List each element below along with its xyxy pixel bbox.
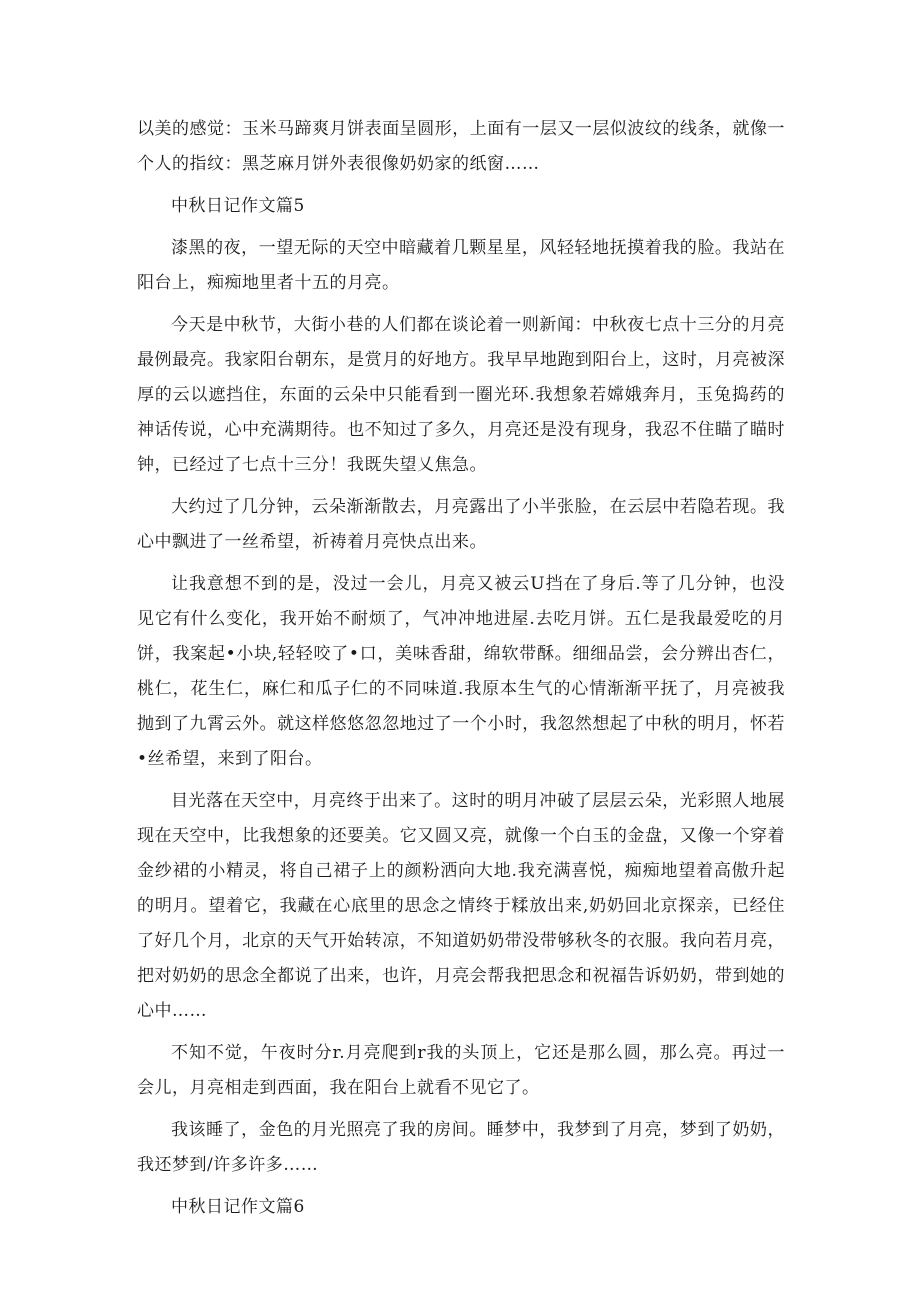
paragraph: 让我意想不到的是，没过一会儿，月亮又被云U挡在了身后.等了几分钟，也没见它有什么变化，我开始不耐烦了，气冲冲地进屋.去吃月饼。五仁是我最爱吃的月饼，我案起•小块,轻轻咬了•口，美味香甜，绵软带酥。细细品尝，会分辨出杏仁，桃仁，花生仁，麻仁和瓜子仁的不同味道.我原本生气的心情渐渐平抚了，月亮被我抛到了九霄云外。就这样悠悠忽忽地过了一个小时，我忽然想起了中秋的明月，怀若•丝希望，来到了阳台。 [137, 574, 785, 769]
paragraph: 目光落在天空中，月亮终于出来了。这时的明月冲破了层层云朵，光彩照人地展现在天空中，比我想象的还要美。它又圆又亮，就像一个白玉的金盘，又像一个穿着金纱裙的小精灵，将自己裙子上的颜粉洒向大地.我充满喜悦，痴痴地望着高傲升起的明月。望着它，我藏在心底里的思念之情终于糅放出来,奶奶回北京探亲，已经住了好几个月，北京的天气开始转凉，不知道奶奶带没带够秋冬的衣服。我向若月亮，把对奶奶的思念全都说了出来，也许，月亮会帮我把思念和祝福告诉奶奶，带到她的心中…… [137, 791, 785, 1021]
paragraph: 漆黑的夜，一望无际的天空中暗藏着几颗星星，风轻轻地抚摸着我的脸。我站在阳台上，痴痴地里者十五的月亮。 [137, 238, 785, 293]
paragraph: 我该睡了，金色的月光照亮了我的房间。睡梦中，我梦到了月亮，梦到了奶奶，我还梦到/许多许多…… [137, 1120, 785, 1175]
section-heading-5: 中秋日记作文篇5 [171, 196, 305, 216]
paragraph: 大约过了几分钟，云朵渐渐散去，月亮露出了小半张脸，在云层中若隐若现。我心中飘进了一丝希望，祈祷着月亮快点出来。 [137, 497, 785, 552]
document-body [137, 112, 785, 1232]
paragraph: 不知不觉，午夜时分r.月亮爬到r我的头顶上，它还是那么圆，那么亮。再过一会儿，月亮相走到西面，我在阳台上就看不见它了。 [137, 1043, 785, 1098]
section-heading-6: 中秋日记作文篇6 [171, 1197, 305, 1217]
paragraph-continued: 以美的感觉：玉米马蹄爽月饼表面呈圆形，上面有一层又一层似波纹的线条，就像一个人的指纹：黑芝麻月饼外表很像奶奶家的纸窗…… [137, 119, 785, 174]
paragraph: 今天是中秋节，大街小巷的人们都在谈论着一则新闻：中秋夜七点十三分的月亮最例最亮。我家阳台朝东，是赏月的好地方。我早早地跑到阳台上，这时，月亮被深厚的云以遮挡住，东面的云朵中只能看到一圈光环.我想象若嫦娥奔月，玉兔捣药的神话传说，心中充满期待。也不知过了多久，月亮还是没有现身，我忍不住瞄了瞄时钟，已经过了七点十三分！我既失望乂焦急。 [137, 315, 785, 475]
